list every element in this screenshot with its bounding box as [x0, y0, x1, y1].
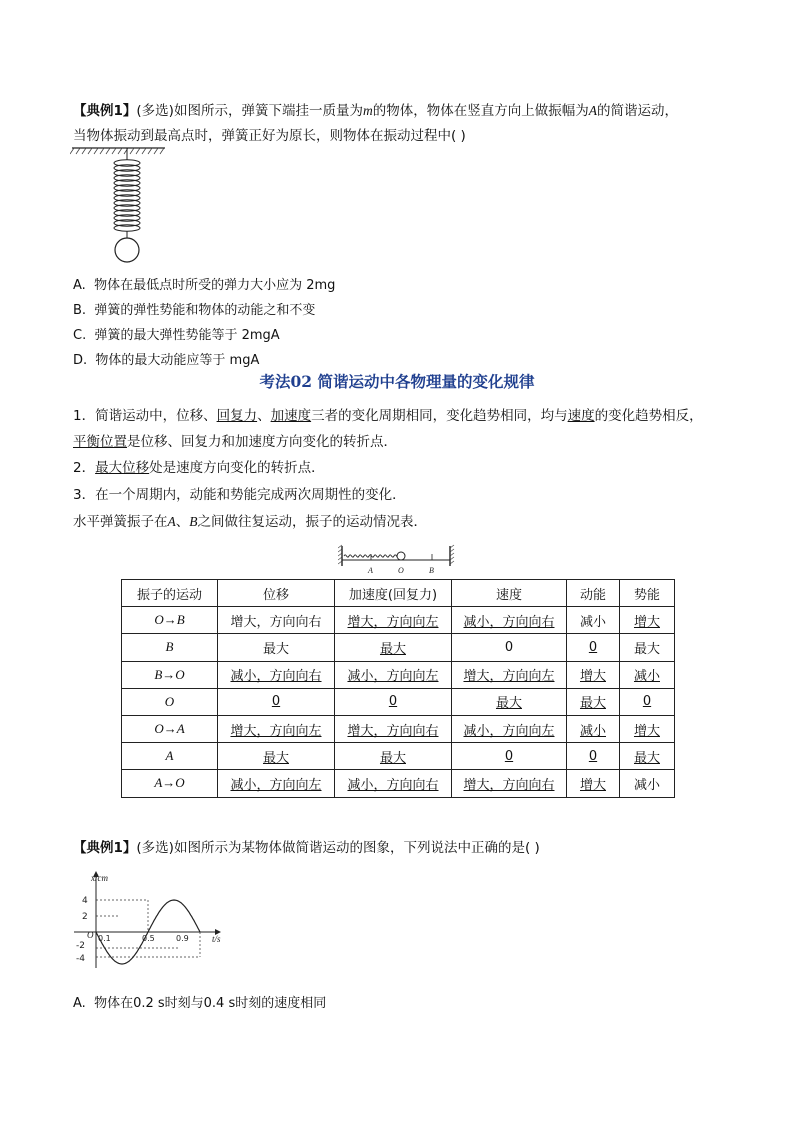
table-cell: 0	[567, 743, 620, 770]
option-b: B. 弹簧的弹性势能和物体的动能之和不变	[73, 303, 316, 318]
table-header: 速度	[452, 580, 567, 607]
example2-option-a: A. 物体在0.2 s时刻与0.4 s时刻的速度相同	[73, 996, 327, 1011]
paragraph-2: 2．最大位移处是速度方向变化的转折点．	[73, 460, 325, 476]
example-tag: 【典例1】	[73, 840, 137, 856]
section-title: 考法02 简谐运动中各物理量的变化规律	[259, 372, 535, 391]
table-cell: 增大，方向向左	[452, 661, 567, 688]
table-header: 振子的运动	[122, 580, 218, 607]
table-cell: A	[122, 743, 218, 770]
x-tick: 0.1	[98, 934, 111, 943]
y-tick: 4	[82, 896, 88, 906]
paragraph-1a: 1．简谐运动中，位移、回复力、加速度三者的变化周期相同，变化趋势相同，均与速度的变化趋势相反，	[73, 408, 703, 424]
table-row	[122, 770, 675, 797]
example1-line2: 当物体振动到最高点时，弹簧正好为原长，则物体在振动过程中( )	[73, 128, 466, 144]
motion-table	[121, 579, 675, 798]
example2-line: 【典例1】(多选)如图所示为某物体做简谐运动的图象，下列说法中正确的是( )	[73, 840, 540, 856]
table-cell: B	[122, 634, 218, 661]
table-cell: 增大	[567, 770, 620, 797]
table-cell: 减小，方向向右	[452, 607, 567, 634]
table-cell: 0	[218, 688, 335, 715]
table-header: 势能	[620, 580, 675, 607]
paragraph-3: 3．在一个周期内，动能和势能完成两次周期性的变化．	[73, 487, 406, 503]
example-tag: 【典例1】	[73, 103, 137, 119]
table-row	[122, 743, 675, 770]
table-cell: 增大	[620, 607, 675, 634]
table-cell: 最大	[335, 634, 452, 661]
table-cell: 最大	[620, 634, 675, 661]
table-header-row	[122, 580, 675, 607]
table-cell: 最大	[335, 743, 452, 770]
spring-mass-figure	[70, 144, 170, 266]
table-cell: B→O	[122, 661, 218, 688]
origin-label: O	[87, 930, 94, 940]
option-c: C. 弹簧的最大弹性势能等于 2mgA	[73, 328, 280, 343]
table-row	[122, 688, 675, 715]
table-cell: 减小，方向向左	[452, 715, 567, 742]
table-cell: 最大	[218, 634, 335, 661]
example1-line1: 【典例1】(多选)如图所示，弹簧下端挂一质量为m的物体，物体在竖直方向上做振幅为A的简谐运动，	[73, 103, 678, 119]
table-cell: O	[122, 688, 218, 715]
paragraph-4: 水平弹簧振子在A、B之间做往复运动，振子的运动情况表．	[73, 514, 427, 530]
table-cell: 增大，方向向左	[335, 607, 452, 634]
table-cell: 减小	[567, 607, 620, 634]
table-cell: 0	[452, 634, 567, 661]
table-cell: 减小，方向向左	[218, 770, 335, 797]
table-cell: 增大	[567, 661, 620, 688]
table-row	[122, 607, 675, 634]
table-cell: 增大，方向向右	[218, 607, 335, 634]
option-d: D. 物体的最大动能应等于 mgA	[73, 353, 260, 368]
y-axis-label: x/cm	[91, 873, 108, 883]
table-header: 动能	[567, 580, 620, 607]
table-cell: 最大	[452, 688, 567, 715]
table-cell: 增大	[620, 715, 675, 742]
table-row	[122, 661, 675, 688]
vibration-graph	[70, 868, 230, 974]
table-cell: 减小，方向向右	[218, 661, 335, 688]
table-cell: 增大，方向向右	[452, 770, 567, 797]
x-axis-label: t/s	[212, 934, 221, 944]
table-row	[122, 715, 675, 742]
table-cell: 0	[452, 743, 567, 770]
table-header: 加速度(回复力)	[335, 580, 452, 607]
table-cell: 增大，方向向右	[335, 715, 452, 742]
option-a: A. 物体在最低点时所受的弹力大小应为 2mg	[73, 278, 336, 293]
y-tick: -2	[76, 941, 85, 951]
table-cell: O→A	[122, 715, 218, 742]
table-row	[122, 634, 675, 661]
table-header: 位移	[218, 580, 335, 607]
x-tick: 0.9	[176, 934, 189, 943]
table-cell: 减小	[567, 715, 620, 742]
table-cell: 减小，方向向左	[335, 661, 452, 688]
table-cell: 减小	[620, 661, 675, 688]
table-cell: 最大	[620, 743, 675, 770]
table-cell: 0	[567, 634, 620, 661]
label-a: A	[368, 566, 373, 574]
y-tick: -4	[76, 954, 85, 964]
table-cell: 0	[620, 688, 675, 715]
table-cell: 0	[335, 688, 452, 715]
table-cell: O→B	[122, 607, 218, 634]
table-cell: 最大	[567, 688, 620, 715]
label-o: O	[398, 566, 404, 574]
table-cell: 减小，方向向右	[335, 770, 452, 797]
label-b: B	[429, 566, 434, 574]
horizontal-spring-figure	[338, 544, 458, 574]
table-cell: 减小	[620, 770, 675, 797]
x-tick: 0.5	[142, 934, 155, 943]
y-tick: 2	[82, 912, 88, 922]
paragraph-1b: 平衡位置是位移、回复力和加速度方向变化的转折点．	[73, 434, 397, 450]
table-cell: 增大，方向向左	[218, 715, 335, 742]
table-cell: A→O	[122, 770, 218, 797]
table-cell: 最大	[218, 743, 335, 770]
